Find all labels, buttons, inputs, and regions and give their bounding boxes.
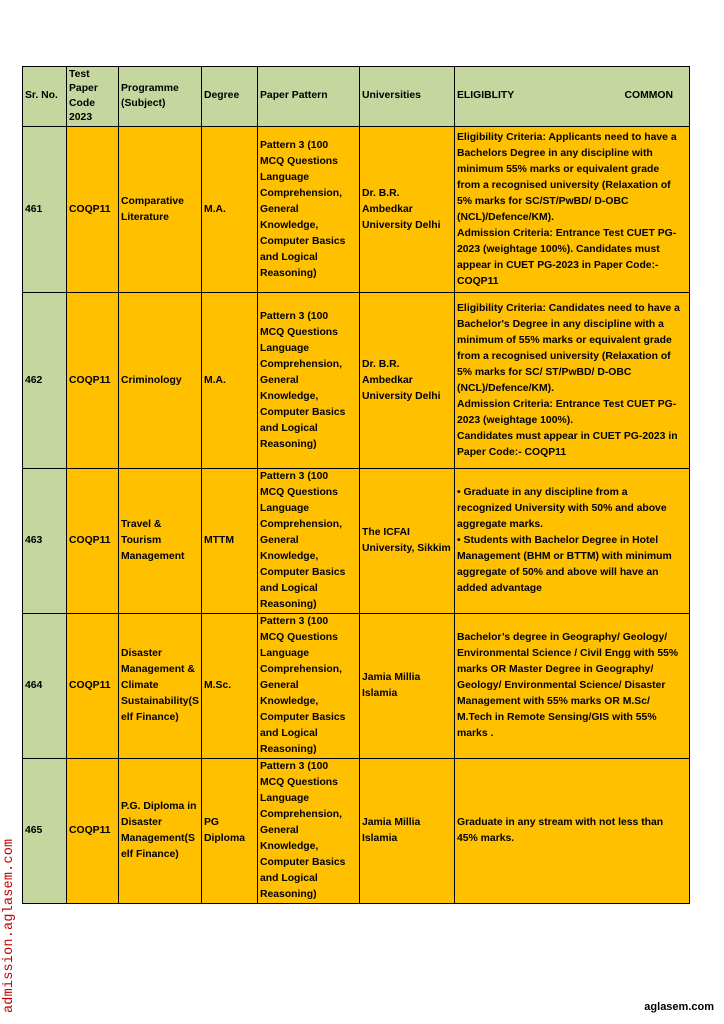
footer-brand: aglasem.com bbox=[644, 1001, 714, 1013]
table-row bbox=[23, 759, 690, 904]
common-label: COMMON bbox=[624, 90, 673, 102]
eligibility-cell: • Graduate in any discipline from a recognized University with 50% and above aggregate marks. • Students with Bachelor Degree in Hotel Management (BHM or BTTM) with minimum aggregate of 50% and above will have an added advantage bbox=[455, 469, 690, 614]
test-code-cell: COQP11 bbox=[67, 293, 119, 469]
eligibility-cell: Bachelor’s degree in Geography/ Geology/ Environmental Science / Civil Engg with 55% marks OR Master Degree in Geography/ Geology/ Environmental Science/ Disaster Management with 55% marks OR M.Sc/ M.Tech in Remote Sensing/GIS with 55% marks . bbox=[455, 614, 690, 759]
watermark-text: admission.aglasem.com bbox=[2, 838, 17, 1013]
paper-pattern-cell: Pattern 3 (100 MCQ Questions Language Comprehension, General Knowledge, Computer Basics and Logical Reasoning) bbox=[258, 614, 360, 759]
university-cell: Jamia Millia Islamia bbox=[360, 614, 455, 759]
test-code-cell: COQP11 bbox=[67, 127, 119, 293]
degree-cell: M.A. bbox=[202, 293, 258, 469]
table-row bbox=[23, 127, 690, 293]
header-universities: Universities bbox=[360, 67, 455, 127]
sr-no-cell: 464 bbox=[23, 614, 67, 759]
degree-cell: M.A. bbox=[202, 127, 258, 293]
test-code-cell: COQP11 bbox=[67, 759, 119, 904]
eligibility-label: ELIGIBLITY bbox=[457, 90, 515, 102]
eligibility-cell: Eligibility Criteria: Applicants need to have a Bachelors Degree in any discipline with minimum 55% marks or equivalent grade from a recognised university (Relaxation of 5% marks for SC/ST/PwBD/ D-OBC (NCL)/Defence/KM). Admission Criteria: Entrance Test CUET PG- 2023 (weightage 100%). Candidates must appear in CUET PG-2023 in Paper Code:- COQP11 bbox=[455, 127, 690, 293]
sr-no-cell: 462 bbox=[23, 293, 67, 469]
programme-cell: Comparative Literature bbox=[119, 127, 202, 293]
paper-pattern-cell: Pattern 3 (100 MCQ Questions Language Comprehension, General Knowledge, Computer Basics and Logical Reasoning) bbox=[258, 759, 360, 904]
table-row bbox=[23, 293, 690, 469]
degree-cell: PG Diploma bbox=[202, 759, 258, 904]
university-cell: Dr. B.R. Ambedkar University Delhi bbox=[360, 127, 455, 293]
header-programme: Programme (Subject) bbox=[119, 67, 202, 127]
table-row bbox=[23, 614, 690, 759]
eligibility-cell: Graduate in any stream with not less than 45% marks. bbox=[455, 759, 690, 904]
programme-cell: Travel & Tourism Management bbox=[119, 469, 202, 614]
table-row bbox=[23, 469, 690, 614]
header-test-paper-code: Test Paper Code 2023 bbox=[67, 67, 119, 127]
degree-cell: M.Sc. bbox=[202, 614, 258, 759]
university-cell: Dr. B.R. Ambedkar University Delhi bbox=[360, 293, 455, 469]
paper-pattern-cell: Pattern 3 (100 MCQ Questions Language Comprehension, General Knowledge, Computer Basics and Logical Reasoning) bbox=[258, 293, 360, 469]
sr-no-cell: 465 bbox=[23, 759, 67, 904]
programme-table bbox=[22, 66, 690, 904]
header-paper-pattern: Paper Pattern bbox=[258, 67, 360, 127]
programme-cell: Criminology bbox=[119, 293, 202, 469]
header-eligibility bbox=[455, 67, 690, 127]
eligibility-cell: Eligibility Criteria: Candidates need to have a Bachelor's Degree in any discipline with a minimum of 55% marks or equivalent grade from a recognised university (Relaxation of 5% marks for SC/ ST/PwBD/ D-OBC (NCL)/Defence/KM). Admission Criteria: Entrance Test CUET PG- 2023 (weightage 100%). Candidates must appear in CUET PG-2023 in Paper Code:- COQP11 bbox=[455, 293, 690, 469]
header-row bbox=[23, 67, 690, 127]
degree-cell: MTTM bbox=[202, 469, 258, 614]
paper-pattern-cell: Pattern 3 (100 MCQ Questions Language Comprehension, General Knowledge, Computer Basics and Logical Reasoning) bbox=[258, 469, 360, 614]
header-sr-no: Sr. No. bbox=[23, 67, 67, 127]
programme-cell: Disaster Management & Climate Sustainability(S elf Finance) bbox=[119, 614, 202, 759]
test-code-cell: COQP11 bbox=[67, 469, 119, 614]
programme-cell: P.G. Diploma in Disaster Management(S elf Finance) bbox=[119, 759, 202, 904]
sr-no-cell: 463 bbox=[23, 469, 67, 614]
university-cell: The ICFAI University, Sikkim bbox=[360, 469, 455, 614]
test-code-cell: COQP11 bbox=[67, 614, 119, 759]
university-cell: Jamia Millia Islamia bbox=[360, 759, 455, 904]
header-degree: Degree bbox=[202, 67, 258, 127]
paper-pattern-cell: Pattern 3 (100 MCQ Questions Language Comprehension, General Knowledge, Computer Basics and Logical Reasoning) bbox=[258, 127, 360, 293]
sr-no-cell: 461 bbox=[23, 127, 67, 293]
